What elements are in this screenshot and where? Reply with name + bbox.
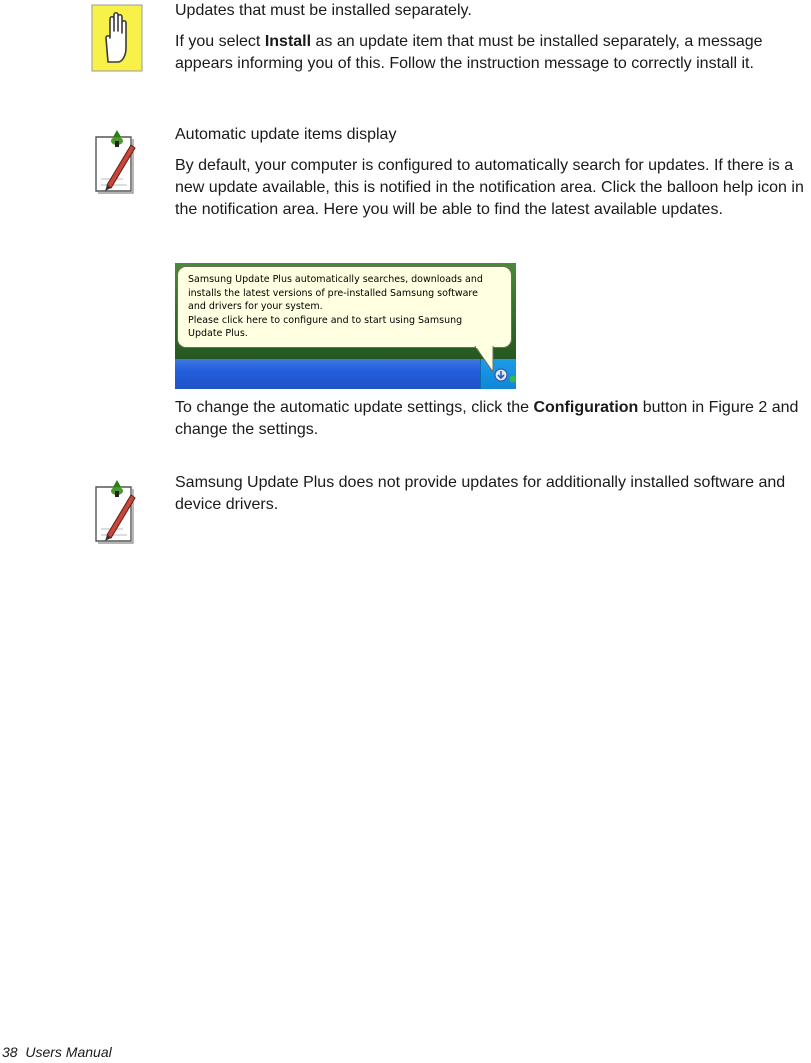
balloon-tail — [175, 263, 516, 389]
page-footer — [2, 1043, 112, 1061]
configuration-term: Configuration — [533, 399, 639, 416]
update-tray-icon[interactable] — [493, 367, 509, 383]
warning-section — [175, 0, 811, 75]
note-pen-icon — [93, 127, 145, 202]
balloon-line: Samsung Update Plus automatically searches, downloads and — [188, 274, 483, 285]
auto-update-section — [175, 124, 811, 221]
warning-heading: Updates that must be installed separately. — [175, 2, 472, 19]
note-pen-icon — [93, 477, 145, 552]
configuration-paragraph: To change the automatic update settings, click the Configuration button in Figure 2 and change the settings. — [175, 399, 799, 438]
install-term: Install — [264, 33, 312, 50]
raised-hand-icon — [91, 4, 143, 77]
tray-status-icon[interactable] — [508, 371, 516, 381]
configuration-section — [175, 397, 811, 441]
drivers-note-paragraph: Samsung Update Plus does not provide updates for additionally installed software and device drivers. — [175, 474, 786, 513]
auto-update-paragraph: By default, your computer is configured to automatically search for updates. If there is a new update available, this is notified in the notification area. Click the balloon help icon in the notification area. Here you will be able to find the latest available updates. — [175, 157, 804, 218]
balloon-line: Update Plus. — [188, 328, 248, 339]
page-number: 38 — [2, 1044, 18, 1060]
balloon-line: and drivers for your system. — [188, 301, 323, 312]
auto-update-heading: Automatic update items display — [175, 126, 397, 143]
drivers-note-section — [175, 472, 811, 516]
manual-title: Users Manual — [25, 1044, 112, 1060]
warning-paragraph: If you select Install as an update item that must be installed separately, a message appears informing you of this. Follow the instruction message to correctly install it. — [175, 33, 763, 72]
balloon-line: Please click here to configure and to start using Samsung — [188, 314, 463, 326]
notification-balloon-screenshot — [175, 263, 516, 389]
balloon-line: installs the latest versions of pre-installed Samsung software — [188, 287, 478, 299]
